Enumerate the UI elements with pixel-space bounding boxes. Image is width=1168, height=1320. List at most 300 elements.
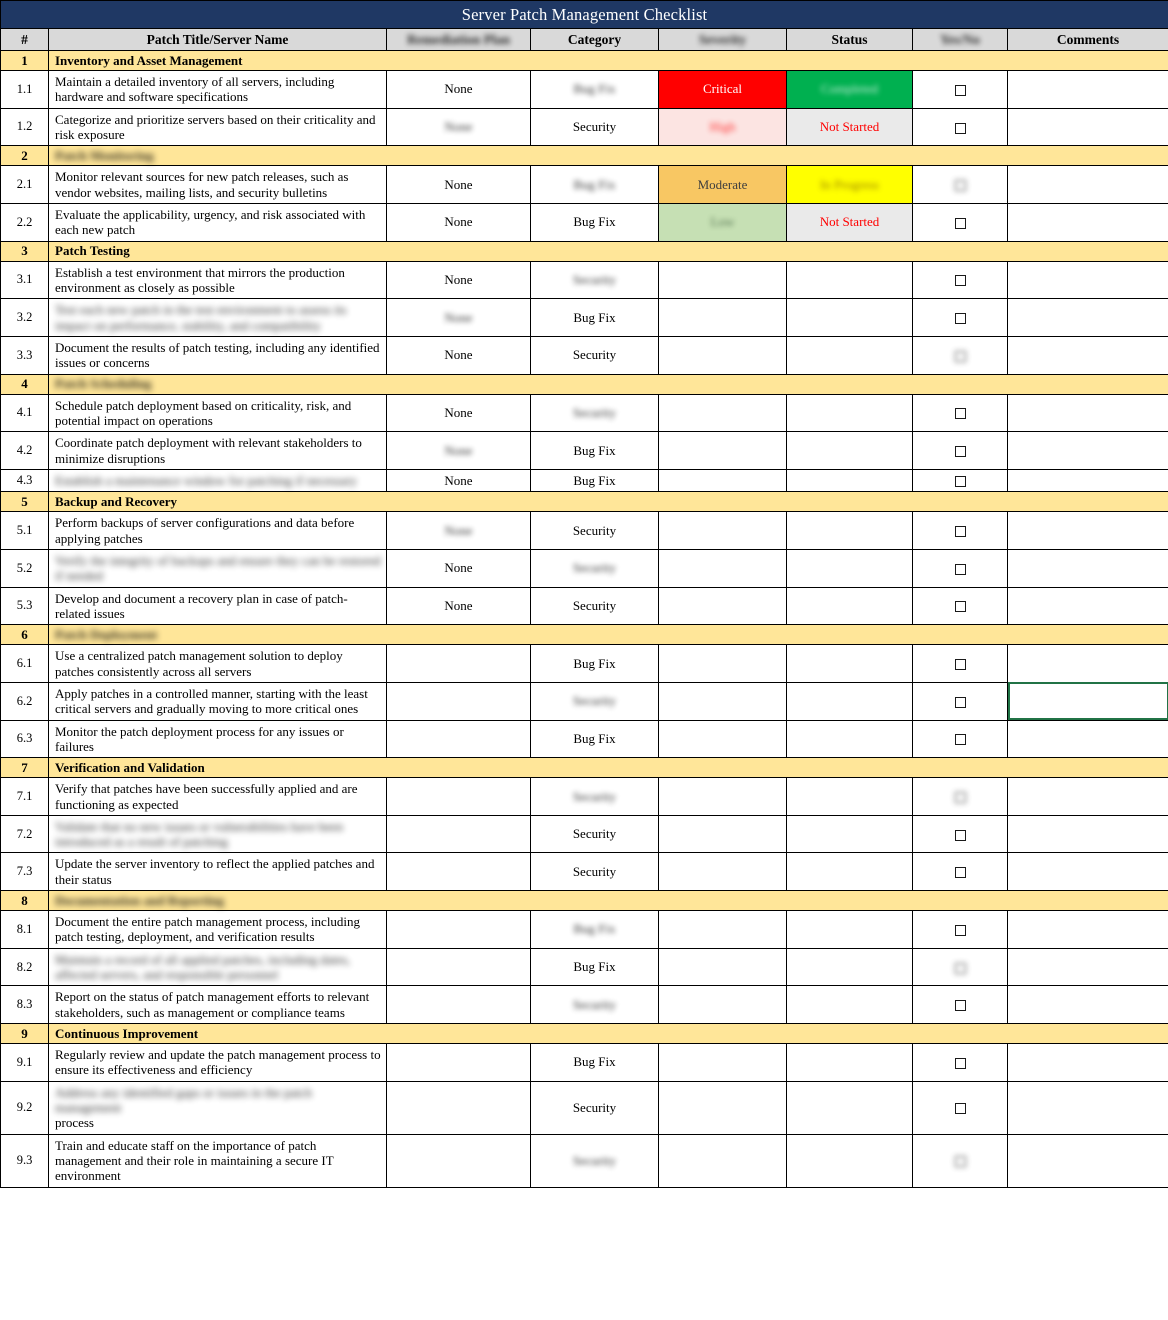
remediation-plan-cell[interactable] [387,299,531,337]
comments-cell[interactable] [1008,203,1168,241]
checkbox-icon[interactable] [955,1103,966,1114]
checkbox-icon[interactable] [955,1000,966,1011]
comments-cell[interactable] [1008,853,1168,891]
column-header-num[interactable] [1,29,49,51]
remediation-plan-cell[interactable] [387,587,531,625]
yes-no-checkbox-cell[interactable] [913,1081,1008,1134]
severity-cell[interactable] [659,394,787,432]
yes-no-checkbox-cell[interactable] [913,1134,1008,1187]
section-number[interactable] [1,146,49,166]
severity-cell[interactable] [659,815,787,853]
item-number[interactable] [1,336,49,374]
status-badge[interactable] [787,778,913,816]
status-badge[interactable] [787,1044,913,1082]
yes-no-checkbox-cell[interactable] [913,948,1008,986]
severity-cell[interactable] [659,512,787,550]
comments-cell[interactable] [1008,911,1168,949]
section-title-text: Patch Monitoring [55,147,154,163]
item-title[interactable] [49,986,387,1024]
status-badge[interactable] [787,469,913,491]
comments-cell[interactable] [1008,299,1168,337]
yes-no-checkbox-cell[interactable] [913,512,1008,550]
comments-cell[interactable] [1008,778,1168,816]
category-cell[interactable] [531,1044,659,1082]
checkbox-icon[interactable] [955,218,966,229]
section-row [1,374,1168,394]
remediation-plan-cell[interactable] [387,986,531,1024]
section-number[interactable] [1,891,49,911]
remediation-plan-cell[interactable] [387,261,531,299]
yes-no-checkbox-cell[interactable] [913,853,1008,891]
yes-no-checkbox-cell[interactable] [913,166,1008,204]
item-title[interactable] [49,948,387,986]
status-badge[interactable] [787,336,913,374]
checkbox-icon[interactable] [955,123,966,134]
comments-cell[interactable] [1008,720,1168,758]
yes-no-checkbox-cell[interactable] [913,549,1008,587]
severity-cell[interactable] [659,336,787,374]
column-header-cat[interactable] [531,29,659,51]
category-cell[interactable] [531,986,659,1024]
item-number-text: 2.1 [16,177,33,192]
category-cell[interactable] [531,853,659,891]
checkbox-icon[interactable] [955,925,966,936]
checkbox-icon[interactable] [955,697,966,708]
severity-cell[interactable] [659,166,787,204]
item-number[interactable] [1,469,49,491]
category-cell[interactable] [531,71,659,109]
remediation-plan-cell-text: None [444,271,473,287]
item-number[interactable] [1,261,49,299]
comments-cell[interactable] [1008,1081,1168,1134]
status-badge[interactable] [787,108,913,146]
item-number[interactable] [1,1134,49,1187]
status-badge[interactable] [787,645,913,683]
yes-no-checkbox-cell[interactable] [913,336,1008,374]
item-title[interactable] [49,720,387,758]
item-number[interactable] [1,853,49,891]
table-row [1,71,1168,109]
status-badge[interactable] [787,71,913,109]
checkbox-icon[interactable] [955,659,966,670]
item-title[interactable] [49,336,387,374]
section-number-text: 6 [21,626,28,642]
category-cell[interactable] [531,432,659,470]
item-number[interactable] [1,587,49,625]
remediation-plan-cell-text: None [444,81,473,97]
severity-cell[interactable] [659,853,787,891]
section-number[interactable] [1,51,49,71]
item-number[interactable] [1,512,49,550]
checkbox-icon[interactable] [955,313,966,324]
severity-cell[interactable] [659,108,787,146]
status-badge[interactable] [787,394,913,432]
table-row [1,1044,1168,1082]
item-number[interactable] [1,815,49,853]
item-title[interactable] [49,108,387,146]
checkbox-icon[interactable] [955,1058,966,1069]
item-number[interactable] [1,299,49,337]
yes-no-checkbox-cell[interactable] [913,432,1008,470]
yes-no-checkbox-cell[interactable] [913,394,1008,432]
column-header-sta[interactable] [787,29,913,51]
column-header-label: Patch Title/Server Name [146,31,289,47]
item-number[interactable] [1,986,49,1024]
remediation-plan-cell[interactable] [387,1081,531,1134]
severity-cell[interactable] [659,469,787,491]
item-title[interactable] [49,166,387,204]
remediation-plan-cell-text: None [444,347,473,363]
table-row [1,778,1168,816]
category-cell[interactable] [531,512,659,550]
category-cell[interactable] [531,911,659,949]
severity-cell[interactable] [659,203,787,241]
status-badge[interactable] [787,682,913,720]
item-number[interactable] [1,911,49,949]
severity-cell[interactable] [659,1081,787,1134]
checkbox-icon[interactable] [955,446,966,457]
section-number[interactable] [1,758,49,778]
section-title[interactable] [49,758,1168,778]
status-badge[interactable] [787,720,913,758]
yes-no-checkbox-cell[interactable] [913,645,1008,683]
status-badge[interactable] [787,815,913,853]
remediation-plan-cell-text: None [444,522,473,538]
checkbox-icon[interactable] [955,867,966,878]
item-number[interactable] [1,1044,49,1082]
category-cell[interactable] [531,645,659,683]
column-header-rem[interactable] [387,29,531,51]
remediation-plan-cell-text: None [444,560,473,576]
yes-no-checkbox-cell[interactable] [913,911,1008,949]
item-number-text: 6.1 [16,656,33,671]
checkbox-icon[interactable] [955,830,966,841]
item-title-text: Verify the integrity of backups and ensure they can be restored if needed [55,552,381,584]
comments-cell[interactable] [1008,512,1168,550]
checkbox-icon[interactable] [955,564,966,575]
item-title[interactable] [49,469,387,491]
status-badge[interactable] [787,853,913,891]
category-cell[interactable] [531,469,659,491]
category-cell[interactable] [531,682,659,720]
remediation-plan-cell[interactable] [387,108,531,146]
item-title[interactable] [49,911,387,949]
section-row [1,241,1168,261]
status-badge[interactable] [787,1081,913,1134]
checkbox-icon[interactable] [955,408,966,419]
item-number[interactable] [1,645,49,683]
severity-cell[interactable] [659,911,787,949]
yes-no-checkbox-cell[interactable] [913,720,1008,758]
severity-cell[interactable] [659,261,787,299]
comments-cell[interactable] [1008,71,1168,109]
yes-no-checkbox-cell[interactable] [913,682,1008,720]
severity-cell[interactable] [659,720,787,758]
item-title-text: Verify that patches have been successfully applied and are functioning as expected [55,781,358,812]
item-number[interactable] [1,108,49,146]
section-title[interactable] [49,146,1168,166]
remediation-plan-cell[interactable] [387,394,531,432]
item-number[interactable] [1,166,49,204]
table-row [1,986,1168,1024]
category-cell[interactable] [531,261,659,299]
item-title[interactable] [49,394,387,432]
yes-no-checkbox-cell[interactable] [913,469,1008,491]
category-cell[interactable] [531,815,659,853]
severity-cell[interactable] [659,432,787,470]
column-header-row [1,29,1168,51]
checkbox-icon[interactable] [955,792,966,803]
remediation-plan-cell[interactable] [387,469,531,491]
checkbox-icon[interactable] [955,351,966,362]
table-row [1,432,1168,470]
section-number[interactable] [1,625,49,645]
section-title-text: Patch Deployment [55,626,158,642]
item-number-text: 3.2 [16,310,33,325]
item-title[interactable] [49,1134,387,1187]
item-number[interactable] [1,682,49,720]
yes-no-checkbox-cell[interactable] [913,815,1008,853]
status-badge[interactable] [787,986,913,1024]
category-cell[interactable] [531,549,659,587]
item-number[interactable] [1,720,49,758]
category-cell[interactable] [531,1134,659,1187]
status-badge[interactable] [787,587,913,625]
comments-cell[interactable] [1008,108,1168,146]
checkbox-icon[interactable] [955,476,966,487]
checkbox-icon[interactable] [955,526,966,537]
category-cell[interactable] [531,1081,659,1134]
checkbox-icon[interactable] [955,963,966,974]
category-cell[interactable] [531,948,659,986]
column-header-title[interactable] [49,29,387,51]
section-title[interactable] [49,625,1168,645]
severity-cell[interactable] [659,645,787,683]
remediation-plan-cell[interactable] [387,815,531,853]
section-number[interactable] [1,241,49,261]
checkbox-icon[interactable] [955,1156,966,1167]
item-title[interactable] [49,299,387,337]
item-title[interactable] [49,645,387,683]
remediation-plan-cell[interactable] [387,203,531,241]
status-badge[interactable] [787,911,913,949]
comments-cell[interactable] [1008,166,1168,204]
remediation-plan-cell[interactable] [387,432,531,470]
item-title[interactable] [49,432,387,470]
remediation-plan-cell[interactable] [387,853,531,891]
category-cell[interactable] [531,720,659,758]
severity-cell[interactable] [659,1044,787,1082]
comments-cell[interactable] [1008,1134,1168,1187]
remediation-plan-cell[interactable] [387,682,531,720]
comments-cell[interactable] [1008,1044,1168,1082]
status-badge[interactable] [787,166,913,204]
remediation-plan-cell[interactable] [387,778,531,816]
section-title[interactable] [49,492,1168,512]
status-badge[interactable] [787,549,913,587]
section-title-text: Patch Testing [55,243,130,259]
checkbox-icon[interactable] [955,734,966,745]
item-number[interactable] [1,1081,49,1134]
remediation-plan-cell[interactable] [387,549,531,587]
item-number[interactable] [1,549,49,587]
severity-cell[interactable] [659,778,787,816]
column-header-com[interactable] [1008,29,1168,51]
item-number-text: 6.3 [16,731,33,746]
yes-no-checkbox-cell[interactable] [913,778,1008,816]
category-cell-text: Bug Fix [573,309,616,325]
item-title[interactable] [49,549,387,587]
comments-cell[interactable] [1008,549,1168,587]
item-number[interactable] [1,71,49,109]
yes-no-checkbox-cell[interactable] [913,261,1008,299]
table-row [1,948,1168,986]
section-number[interactable] [1,492,49,512]
severity-cell[interactable] [659,948,787,986]
item-title[interactable] [49,682,387,720]
category-cell-text: Security [572,826,617,842]
item-number[interactable] [1,203,49,241]
yes-no-checkbox-cell[interactable] [913,71,1008,109]
status-badge-text: In Progress [820,176,879,192]
category-cell-text: Security [572,788,617,804]
item-title[interactable] [49,203,387,241]
yes-no-checkbox-cell[interactable] [913,986,1008,1024]
comments-cell[interactable] [1008,587,1168,625]
table-row [1,166,1168,204]
section-number-text: 7 [21,759,28,775]
checkbox-icon[interactable] [955,275,966,286]
remediation-plan-cell[interactable] [387,645,531,683]
item-title-text: Update the server inventory to reflect the applied patches and their status [55,856,375,887]
remediation-plan-cell[interactable] [387,512,531,550]
severity-cell[interactable] [659,549,787,587]
remediation-plan-cell[interactable] [387,948,531,986]
table-row [1,911,1168,949]
category-cell-text: Security [572,1152,617,1168]
category-cell[interactable] [531,587,659,625]
checkbox-icon[interactable] [955,85,966,96]
category-cell[interactable] [531,394,659,432]
table-row [1,108,1168,146]
category-cell[interactable] [531,108,659,146]
remediation-plan-cell[interactable] [387,71,531,109]
category-cell[interactable] [531,778,659,816]
comments-cell[interactable] [1008,432,1168,470]
item-title[interactable] [49,778,387,816]
remediation-plan-cell[interactable] [387,336,531,374]
yes-no-checkbox-cell[interactable] [913,108,1008,146]
section-number-text: 4 [21,376,28,392]
section-title[interactable] [49,1024,1168,1044]
column-header-yn[interactable] [913,29,1008,51]
comments-cell[interactable] [1008,261,1168,299]
section-number[interactable] [1,374,49,394]
item-title[interactable] [49,853,387,891]
remediation-plan-cell[interactable] [387,166,531,204]
column-header-sev[interactable] [659,29,787,51]
comments-cell[interactable] [1008,336,1168,374]
severity-cell[interactable] [659,986,787,1024]
comments-cell[interactable] [1008,469,1168,491]
status-badge[interactable] [787,948,913,986]
item-title[interactable] [49,512,387,550]
severity-cell[interactable] [659,1134,787,1187]
status-badge[interactable] [787,261,913,299]
severity-cell-text: Critical [703,81,742,97]
item-number[interactable] [1,432,49,470]
item-title[interactable] [49,1081,387,1134]
section-title-text: Continuous Improvement [55,1025,199,1041]
item-title[interactable] [49,815,387,853]
item-number-text: 4.1 [16,405,33,420]
checkbox-icon[interactable] [955,601,966,612]
category-cell[interactable] [531,299,659,337]
page-title: Server Patch Management Checklist [1,1,1168,29]
severity-cell[interactable] [659,587,787,625]
status-badge[interactable] [787,203,913,241]
section-title[interactable] [49,374,1168,394]
severity-cell[interactable] [659,299,787,337]
section-title-text: Verification and Validation [55,759,205,775]
remediation-plan-cell[interactable] [387,911,531,949]
remediation-plan-cell[interactable] [387,1134,531,1187]
column-header-label: Category [567,31,622,47]
comments-cell[interactable] [1008,682,1168,720]
item-title[interactable] [49,261,387,299]
remediation-plan-cell[interactable] [387,1044,531,1082]
category-cell-text: Security [572,118,617,134]
status-badge[interactable] [787,1134,913,1187]
comments-cell[interactable] [1008,986,1168,1024]
item-number-text: 7.2 [16,826,33,841]
remediation-plan-cell[interactable] [387,720,531,758]
section-title[interactable] [49,241,1168,261]
title-row [1,1,1168,29]
status-badge[interactable] [787,512,913,550]
comments-cell[interactable] [1008,394,1168,432]
category-cell[interactable] [531,166,659,204]
item-number[interactable] [1,948,49,986]
status-badge[interactable] [787,299,913,337]
section-number[interactable] [1,1024,49,1044]
comments-cell[interactable] [1008,948,1168,986]
section-title[interactable] [49,51,1168,71]
checkbox-icon[interactable] [955,180,966,191]
category-cell-text: Bug Fix [573,214,616,230]
item-title[interactable] [49,587,387,625]
item-number[interactable] [1,778,49,816]
section-number-text: 5 [21,493,28,509]
category-cell[interactable] [531,203,659,241]
section-row [1,51,1168,71]
category-cell[interactable] [531,336,659,374]
status-badge[interactable] [787,432,913,470]
severity-cell[interactable] [659,682,787,720]
severity-cell[interactable] [659,71,787,109]
item-number[interactable] [1,394,49,432]
item-title[interactable] [49,1044,387,1082]
yes-no-checkbox-cell[interactable] [913,203,1008,241]
yes-no-checkbox-cell[interactable] [913,299,1008,337]
item-title[interactable] [49,71,387,109]
yes-no-checkbox-cell[interactable] [913,1044,1008,1082]
comments-cell[interactable] [1008,645,1168,683]
yes-no-checkbox-cell[interactable] [913,587,1008,625]
comments-cell[interactable] [1008,815,1168,853]
category-cell-text: Security [572,271,617,287]
section-title[interactable] [49,891,1168,911]
